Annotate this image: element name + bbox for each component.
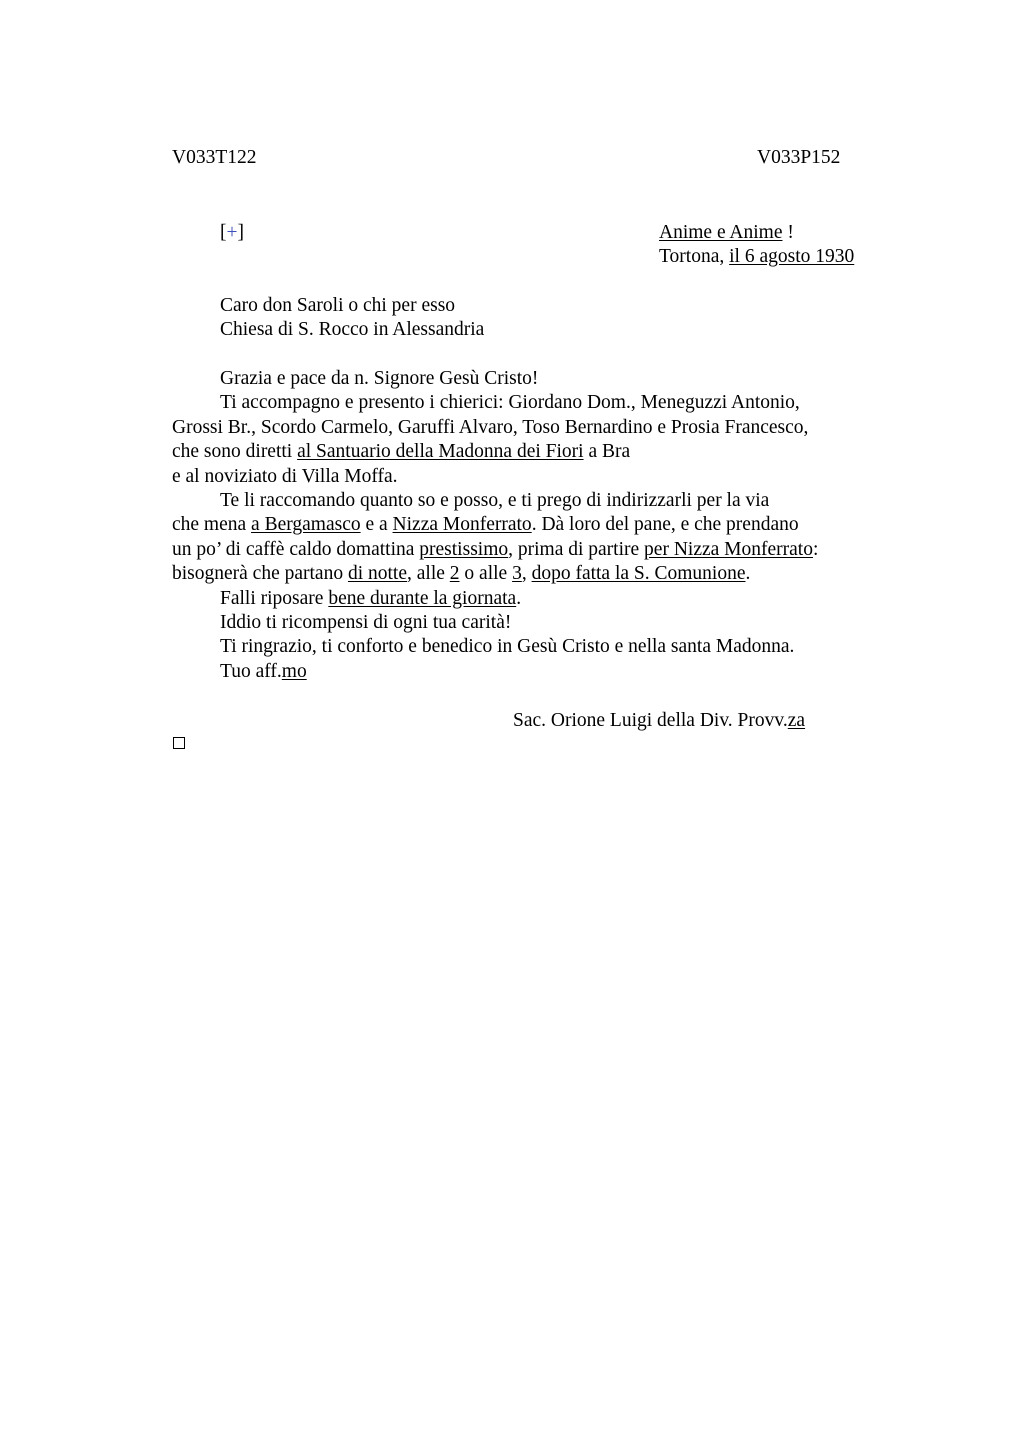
- body-line: e al noviziato di Villa Moffa.: [172, 465, 398, 487]
- body-line: Ti accompagno e presento i chierici: Giordano Dom., Meneguzzi Antonio,: [220, 392, 800, 414]
- body-line: che sono diretti al Santuario della Madonna dei Fiori a Bra: [172, 441, 631, 463]
- body-line: Grossi Br., Scordo Carmelo, Garuffi Alvaro, Toso Bernardino e Prosia Francesco,: [172, 416, 809, 438]
- checkbox-square-icon: [173, 737, 185, 749]
- cross-mark: [+]: [220, 222, 244, 243]
- body-line: Iddio ti ricompensi di ogni tua carità!: [220, 611, 512, 633]
- motto: Anime e Anime !: [659, 222, 794, 243]
- document-code-right: V033P152: [757, 147, 841, 168]
- body-line: Ti ringrazio, ti conforto e benedico in Gesù Cristo e nella santa Madonna.: [220, 636, 795, 658]
- closing: Tuo aff.mo: [220, 660, 307, 682]
- recipient-line-2: Chiesa di S. Rocco in Alessandria: [220, 319, 485, 340]
- body-line: un po’ di caffè caldo domattina prestissimo, prima di partire per Nizza Monferrato:: [172, 538, 819, 560]
- body-line: Te li raccomando quanto so e posso, e ti prego di indirizzarli per la via: [220, 489, 770, 511]
- body-line: che mena a Bergamasco e a Nizza Monferrato. Dà loro del pane, e che prendano: [172, 514, 799, 536]
- document-code-left: V033T122: [172, 147, 257, 168]
- body-line: Falli riposare bene durante la giornata.: [220, 587, 522, 609]
- plus-icon: +: [226, 222, 238, 243]
- body-line: bisognerà che partano di notte, alle 2 o alle 3, dopo fatta la S. Comunione.: [172, 563, 751, 585]
- signature: Sac. Orione Luigi della Div. Provv.za: [513, 710, 806, 731]
- recipient-line-1: Caro don Saroli o chi per esso: [220, 295, 456, 316]
- place-date: Tortona, il 6 agosto 1930: [659, 246, 855, 267]
- letter-body: [172, 367, 872, 684]
- greeting: Grazia e pace da n. Signore Gesù Cristo!: [220, 368, 539, 389]
